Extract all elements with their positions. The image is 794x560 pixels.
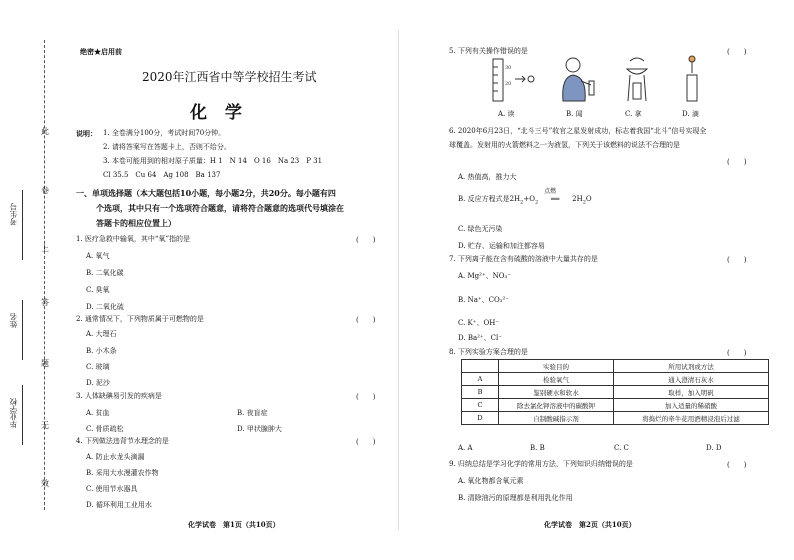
question-stem: 5. 下列有关操作错误的是 (449, 47, 528, 55)
option: D. 贮存、运输和加注都容易 (458, 242, 545, 250)
table-cell: A (462, 373, 499, 386)
binding-line (44, 40, 45, 510)
option: A. 氧气 (86, 252, 110, 260)
option: B. 夜盲症 (237, 409, 268, 417)
seal-char: 上 (41, 244, 49, 253)
examinee-number-label: 考生号 (9, 203, 18, 226)
section-title: 答题卡的相应位置上） (96, 218, 176, 228)
table-cell: 将捣烂的牵牛花用酒精浸泡后过滤 (614, 412, 769, 425)
subject-title: 化 学 (190, 103, 248, 123)
school-line (22, 385, 23, 445)
answer-paren: ( ) (356, 393, 376, 401)
table-cell: D (462, 412, 499, 425)
school-label: 毕业学校 (9, 398, 18, 428)
page-divider (398, 30, 399, 530)
table-header-row (462, 360, 769, 373)
option: B. 反应方程式是$2H_2+O_2$ 点燃 ══ $2H_2O$ (458, 188, 592, 206)
seal-char: 答 (41, 298, 49, 307)
exam-title: 2020年江西省中等学校招生考试 (142, 70, 317, 84)
measuring-cylinder-image (487, 57, 537, 103)
table-row (462, 399, 769, 412)
option: D. Ba²⁺、Cl⁻ (458, 334, 502, 342)
section-title: 个选项，其中只有一个选项符合题意，请将符合题意的选项代号填涂在 (96, 203, 344, 213)
name-label: 姓名 (9, 313, 18, 328)
footer-left: 化学试卷 第1页（共10页） (188, 520, 280, 529)
option: C. C (614, 444, 629, 452)
question-stem: 9. 归纳总结是学习化学的常用方法，下列知识归纳错误的是 (449, 460, 633, 468)
table-cell: 检验氧气 (499, 373, 614, 386)
table-cell: C (462, 399, 499, 412)
option: A. 氧化物都含氧元素 (458, 477, 524, 485)
table-cell: 取样，加入明矾 (614, 386, 769, 399)
option: A. 热值高，推力大 (458, 173, 517, 181)
table-cell: 鉴别硬水和软水 (499, 386, 614, 399)
dropper-image (680, 55, 704, 103)
option: C. 玻璃 (86, 363, 110, 371)
seal-char: 此 (41, 127, 49, 136)
seal-char: 卷 (41, 186, 49, 195)
option: B. 清除油污的原理都是利用乳化作用 (458, 494, 573, 502)
option: D. D (706, 444, 722, 452)
svg-text:30: 30 (505, 65, 512, 71)
option: C. 臭氧 (86, 286, 110, 294)
option: C. 使用节水器具 (86, 485, 138, 493)
table-cell: 通入澄清石灰水 (614, 373, 769, 386)
question-stem: 7. 下列离子能在含有硫酸的溶液中大量共存的是 (449, 255, 598, 263)
equation-prefix: B. 反应方程式是2H (458, 195, 521, 203)
equation-tail: O (585, 195, 592, 203)
option: A. 读 (498, 110, 515, 118)
question-stem: 8. 下列实验方案合理的是 (449, 348, 528, 356)
option: A. 贫血 (86, 409, 110, 417)
section-title: 一、单项选择题（本大题包括10小题，每小题2分，共20分。每小题有四 (76, 188, 336, 198)
option: B. 闻 (566, 110, 583, 118)
option: C. K⁺、OH⁻ (458, 319, 500, 327)
option: B. 小木条 (86, 347, 117, 355)
footer-right: 化学试卷 第2页（共10页） (544, 520, 636, 529)
table-header-cell: 所用试剂或方法 (614, 360, 769, 373)
option: D. 循环利用工业用水 (86, 501, 152, 509)
question-stem: 1. 医疗急救中输氧，其中“氧”指的是 (76, 235, 191, 243)
table-header-cell: 实验目的 (499, 360, 614, 373)
table-cell: B (462, 386, 499, 399)
option: B. Na⁺、CO₃²⁻ (458, 296, 509, 304)
answer-paren: ( ) (356, 438, 376, 446)
option: C. 骨质疏松 (86, 425, 124, 433)
table-row (462, 386, 769, 399)
table-cell: 除去氯化钾溶液中的碳酸钾 (499, 399, 614, 412)
smelling-person-image (557, 55, 597, 103)
answer-paren: ( ) (727, 158, 747, 166)
option: D. 滴 (682, 110, 699, 118)
option: A. 防止水龙头滴漏 (86, 453, 145, 461)
question-stem: 4. 下列做法违背节水理念的是 (76, 437, 169, 445)
option: C. 绿色无污染 (458, 225, 503, 233)
option: D. 泥沙 (86, 379, 110, 387)
instruction-line: 3. 本卷可能用到的相对原子质量：H 1 N 14 O 16 Na 23 P 31 (103, 157, 323, 165)
option: A. A (458, 444, 473, 452)
option: A. 大理石 (86, 330, 117, 338)
answer-paren: ( ) (727, 461, 747, 469)
confidential-mark: 绝密★启用前 (80, 47, 122, 56)
option: D. 二氧化硫 (86, 303, 124, 311)
instruction-line: Cl 35.5 Cu 64 Ag 108 Ba 137 (103, 171, 221, 179)
seal-char: 题 (41, 359, 49, 368)
answer-paren: ( ) (356, 316, 376, 324)
name-line (22, 300, 23, 360)
instruction-line: 1. 全卷满分100分，考试时间70分钟。 (103, 129, 226, 137)
table-cell: 加入适量的稀硝酸 (614, 399, 769, 412)
answer-paren: ( ) (727, 349, 747, 357)
option: D. 甲状腺肿大 (237, 425, 282, 433)
answer-paren: ( ) (356, 236, 376, 244)
instruction-line: 2. 请将答案写在答题卡上，否则不给分。 (103, 143, 231, 151)
seal-char: 无 (41, 421, 49, 430)
answer-paren: ( ) (727, 48, 747, 56)
reaction-condition: 点燃 (544, 188, 557, 195)
table-cell: 自制酸碱指示剂 (499, 412, 614, 425)
question-stem: 球覆盖。发射用的火箭燃料之一为液氢，下列关于该燃料的说法不合理的是 (449, 141, 680, 149)
question-stem: 2. 通常情况下，下列物质属于可燃物的是 (76, 315, 204, 323)
table-row (462, 412, 769, 425)
evaporating-dish-image (622, 55, 652, 103)
option: B. 采用大水漫灌农作物 (86, 469, 159, 477)
seal-char: 效 (41, 479, 49, 488)
table-header-cell (462, 360, 499, 373)
examinee-number-line (22, 190, 23, 260)
answer-paren: ( ) (727, 256, 747, 264)
option: B. B (530, 444, 545, 452)
svg-text:20: 20 (505, 81, 512, 87)
option: C. 拿 (625, 110, 642, 118)
question-stem: 6. 2020年6月23日，“北斗三号”收官之星发射成功，标志着我国“北斗”信号实现全 (449, 127, 707, 135)
option: A. Mg²⁺、NO₃⁻ (458, 272, 512, 280)
instructions-label: 说明： (76, 129, 97, 138)
table-row (462, 373, 769, 386)
experiment-table (461, 359, 769, 425)
option: B. 二氧化碳 (86, 269, 124, 277)
question-stem: 3. 人体缺碘易引发的疾病是 (76, 392, 162, 400)
